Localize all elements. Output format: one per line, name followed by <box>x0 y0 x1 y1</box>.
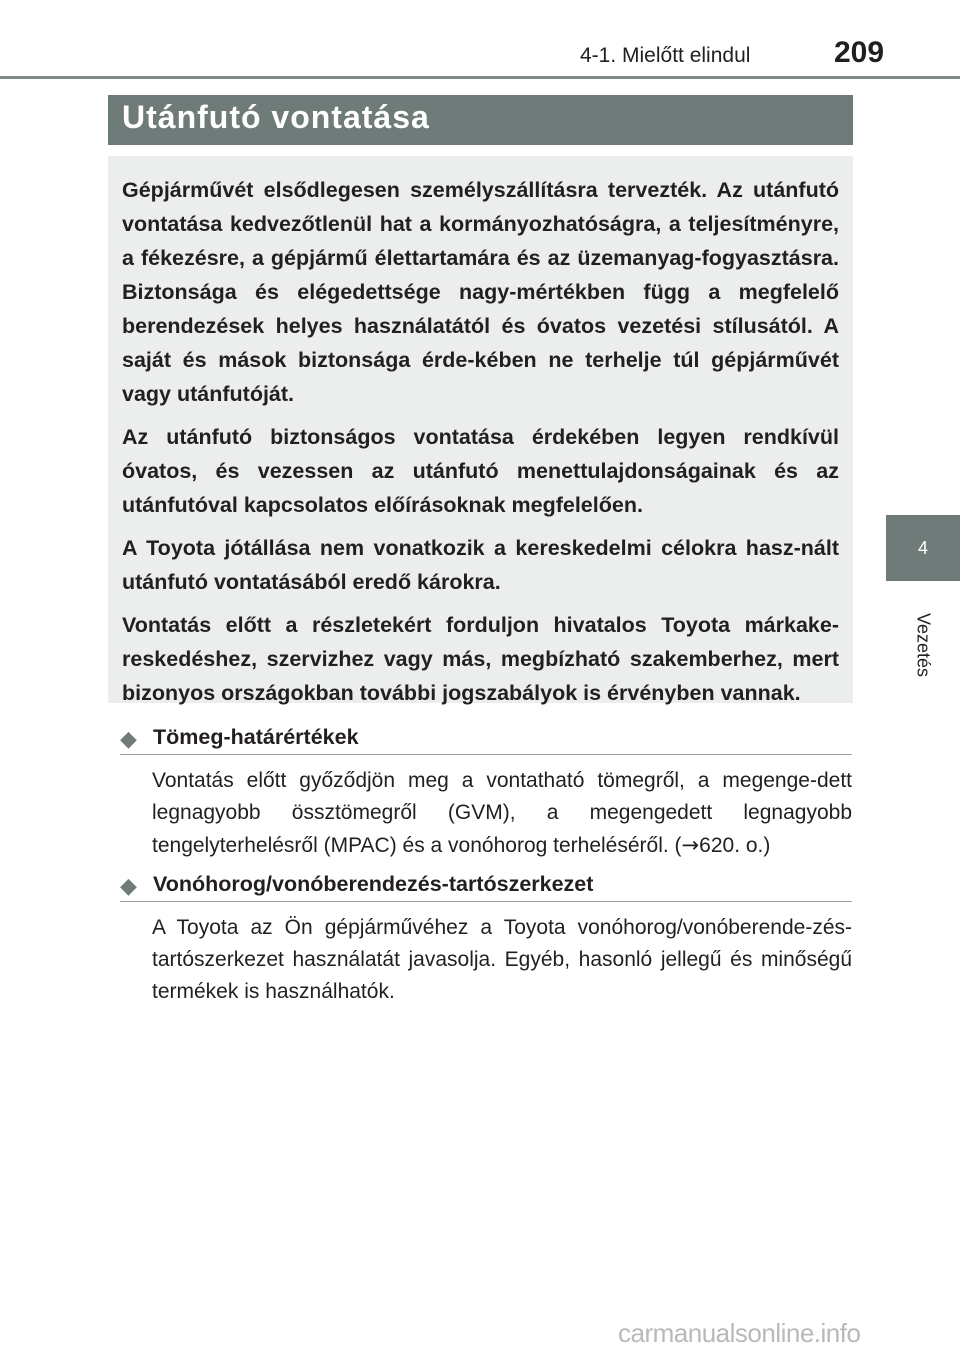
section-heading-label: Tömeg-határértékek <box>153 725 359 749</box>
arrow-right-icon: → <box>681 833 700 857</box>
page-reference-link[interactable]: 620. o.) <box>699 834 771 857</box>
page-number: 209 <box>834 36 885 69</box>
watermark: carmanualsonline.info <box>618 1318 861 1348</box>
header-rule <box>0 76 960 79</box>
intro-paragraph: A Toyota jótállása nem vonatkozik a kereskedelmi célokra hasz-nált utánfutó vontatásából eredő károkra. <box>122 536 839 594</box>
diamond-icon: ◆ <box>120 726 137 751</box>
chapter-label-wrap <box>886 590 960 700</box>
section-breadcrumb: 4-1. Mielőtt elindul <box>580 44 751 67</box>
section-body-text: Vontatás előtt győződjön meg a vontatható tömegről, a megenge-dett legnagyobb össztömegről (GVM), a megengedett legnagyobb tengelyterhelésről (MPAC) és a vonóhorog terheléséről. ( <box>152 769 852 857</box>
section-body-tow-hitch: A Toyota az Ön gépjárművéhez a Toyota vonóhorog/vonóberende-zés-tartószerkezet használatát javasolja. Egyéb, hasonló jellegű és minőségű termékek is használhatók. <box>152 916 852 1003</box>
section-heading-tow-hitch <box>120 869 852 902</box>
chapter-tab <box>886 515 960 581</box>
title-bar <box>108 95 853 145</box>
section-heading-weight-limits <box>120 722 852 755</box>
intro-box <box>108 156 853 703</box>
intro-paragraph: Vontatás előtt a részletekért forduljon hivatalos Toyota márkake-reskedéshez, szervizhez vagy más, megbízható szakemberhez, mert bizonyos országokban további jogszabályok is érvényben vannak. <box>122 613 839 705</box>
chapter-number: 4 <box>917 538 928 558</box>
intro-paragraph: Gépjárművét elsődlegesen személyszállításra tervezték. Az utánfutó vontatása kedvezőtlenül hat a kormányozhatóságra, a teljesítményre, a fékezésre, a gépjármű élettartamára és az üzemanyag-fogyasztásra. Biztonsága és elégedettsége nagy-mértékben függ a megfelelő berendezések helyes használatától és óvatos vezetési stílusától. A saját és mások biztonsága érde-kében ne terhelje túl gépjárművét vagy utánfutóját. <box>122 178 839 406</box>
section-heading-label: Vonóhorog/vonóberendezés-tartószerkezet <box>153 872 594 896</box>
diamond-icon: ◆ <box>120 873 137 898</box>
intro-paragraph: Az utánfutó biztonságos vontatása érdekében legyen rendkívül óvatos, és vezessen az utánfutó menettulajdonságainak és az utánfutóval kapcsolatos előírásoknak megfelelően. <box>122 425 839 517</box>
page-title: Utánfutó vontatása <box>122 99 430 135</box>
chapter-label: Vezetés <box>913 612 934 678</box>
section-body-weight-limits <box>152 765 852 862</box>
